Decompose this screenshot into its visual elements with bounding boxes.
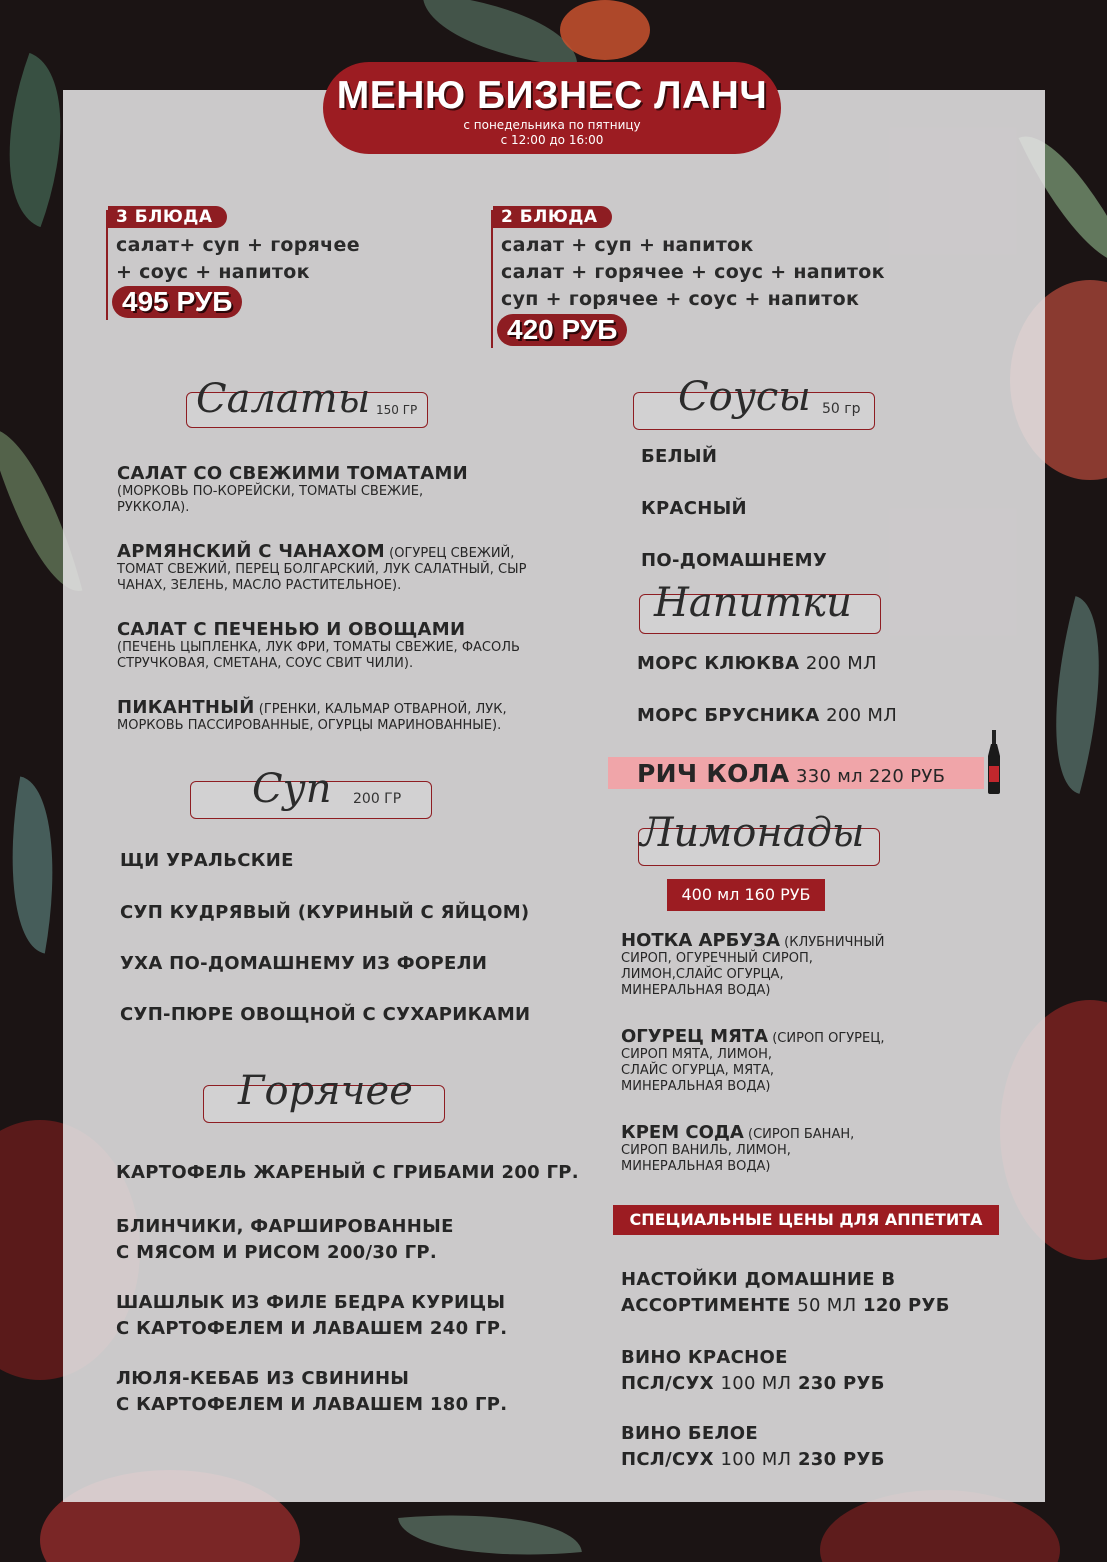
sauce-item: БЕЛЫЙ (641, 446, 718, 467)
item-name: ОГУРЕЦ МЯТА (621, 1026, 769, 1047)
item-description-line: ЛИМОН,СЛАЙС ОГУРЦА, (621, 967, 784, 982)
drink-item (637, 705, 897, 726)
item-name: КРЕМ СОДА (621, 1122, 744, 1143)
item-description-line: МИНЕРАЛЬНАЯ ВОДА) (621, 983, 771, 998)
special-item-detail (621, 1293, 950, 1319)
drink-name: МОРС БРУСНИКА (637, 705, 820, 726)
item-description: (ОГУРЕЦ СВЕЖИЙ, ТОМАТ СВЕЖИЙ, ПЕРЕЦ БОЛГАРСКИЙ, ЛУК САЛАТНЫЙ, СЫР ЧАНАХ, ЗЕЛЕНЬ, МАСЛО РАСТИТЕЛЬНОЕ). (117, 546, 527, 593)
salads-weight: 150 ГР (376, 403, 418, 417)
cola-item (637, 759, 945, 788)
combo-description (116, 232, 360, 286)
hot-item (116, 1366, 507, 1418)
item-name: ПИКАНТНЫЙ (117, 697, 255, 718)
combo-line: салат + суп + напиток (501, 234, 754, 256)
item-description: (ПЕЧЕНЬ ЦЫПЛЕНКА, ЛУК ФРИ, ТОМАТЫ СВЕЖИЕ, ФАСОЛЬ СТРУЧКОВАЯ, СМЕТАНА, СОУС СВИТ ЧИЛИ). (117, 640, 520, 671)
special-item-volume: 50 МЛ (797, 1295, 857, 1316)
combo-divider (491, 210, 493, 348)
sauce-item: КРАСНЫЙ (641, 498, 747, 519)
menu-hours: с 12:00 до 16:00 (500, 133, 604, 147)
soup-heading: Суп (252, 766, 332, 812)
hot-item (116, 1162, 579, 1183)
sauces-heading: Соусы (678, 374, 811, 420)
soup-item: СУП-ПЮРЕ ОВОЩНОЙ С СУХАРИКАМИ (120, 1004, 531, 1025)
leaf-decoration (418, 0, 583, 67)
item-description: (ГРЕНКИ, КАЛЬМАР ОТВАРНОЙ, ЛУК, МОРКОВЬ ПАССИРОВАННЫЕ, ОГУРЦЫ МАРИНОВАННЫЕ). (117, 702, 507, 733)
special-prices-banner: СПЕЦИАЛЬНЫЕ ЦЕНЫ ДЛЯ АППЕТИТА (613, 1205, 999, 1235)
special-item (621, 1421, 885, 1473)
combo-line: салат+ суп + горячее (116, 234, 360, 256)
drink-volume: 200 МЛ (826, 705, 898, 726)
hot-item (116, 1290, 507, 1342)
special-item (621, 1267, 950, 1319)
drink-item (637, 653, 877, 674)
item-description: (КЛУБНИЧНЫЙ (784, 935, 885, 950)
combo-price: 495 РУБ (112, 286, 242, 318)
special-item (621, 1345, 885, 1397)
special-item-detail (621, 1371, 885, 1397)
drinks-heading: Напитки (654, 580, 852, 626)
cola-detail: 330 мл 220 РУБ (795, 766, 946, 787)
special-item-price: 120 РУБ (863, 1295, 950, 1316)
lemonades-heading: Лимонады (640, 810, 865, 856)
item-name: АРМЯНСКИЙ С ЧАНАХОМ (117, 541, 386, 562)
menu-header (323, 62, 781, 154)
lemonade-item (621, 1122, 911, 1175)
combo-tag: 3 БЛЮДА (108, 206, 227, 228)
item-description: (СИРОП БАНАН, (748, 1127, 855, 1142)
special-item-detail (621, 1447, 885, 1473)
item-description-line: СИРОП МЯТА, ЛИМОН, (621, 1047, 772, 1062)
item-description: (МОРКОВЬ ПО-КОРЕЙСКИ, ТОМАТЫ СВЕЖИЕ, РУККОЛА). (117, 484, 424, 515)
item-description-line: СИРОП ВАНИЛЬ, ЛИМОН, (621, 1143, 791, 1158)
lemonade-item (621, 1026, 911, 1095)
item-name: САЛАТ СО СВЕЖИМИ ТОМАТАМИ (117, 463, 469, 484)
item-name: НОТКА АРБУЗА (621, 930, 780, 951)
hot-item (116, 1214, 454, 1266)
item-description-line: МИНЕРАЛЬНАЯ ВОДА) (621, 1079, 771, 1094)
flower-decoration (560, 0, 650, 60)
combo-line: суп + горячее + соус + напиток (501, 288, 860, 310)
cola-name: РИЧ КОЛА (637, 759, 790, 788)
leaf-decoration (398, 1502, 582, 1562)
menu-item (117, 619, 537, 672)
cola-bottle-icon (985, 730, 1003, 794)
sauces-weight: 50 гр (822, 401, 861, 417)
menu-title: МЕНЮ БИЗНЕС ЛАНЧ (336, 74, 768, 117)
drink-volume: 200 МЛ (805, 653, 877, 674)
drink-name: МОРС КЛЮКВА (637, 653, 800, 674)
combo-description (501, 232, 885, 313)
combo-line: + соус + напиток (116, 261, 310, 283)
special-item-name: ВИНО КРАСНОЕ (621, 1347, 788, 1368)
lemonades-price: 400 мл 160 РУБ (667, 879, 825, 911)
special-item-volume: 100 МЛ (720, 1449, 792, 1470)
special-item-volume: 100 МЛ (720, 1373, 792, 1394)
special-item-name-cont: ПСЛ/СУХ (621, 1449, 714, 1470)
salads-heading: Салаты (196, 376, 371, 422)
special-item-name-cont: АССОРТИМЕНТЕ (621, 1295, 791, 1316)
special-item-name: НАСТОЙКИ ДОМАШНИЕ В (621, 1269, 896, 1290)
combo-price: 420 РУБ (497, 314, 627, 346)
sauce-item: ПО-ДОМАШНЕМУ (641, 550, 827, 571)
hot-item-line: С КАРТОФЕЛЕМ И ЛАВАШЕМ 240 ГР. (116, 1318, 508, 1339)
soup-weight: 200 ГР (353, 791, 402, 807)
item-description-line: СИРОП, ОГУРЕЧНЫЙ СИРОП, (621, 951, 813, 966)
combo-line: салат + горячее + соус + напиток (501, 261, 885, 283)
special-item-name-cont: ПСЛ/СУХ (621, 1373, 714, 1394)
menu-item (117, 463, 497, 516)
hot-heading: Горячее (238, 1068, 413, 1114)
special-item-price: 230 РУБ (797, 1449, 885, 1470)
hot-item-line: КАРТОФЕЛЬ ЖАРЕНЫЙ С ГРИБАМИ 200 ГР. (116, 1162, 579, 1183)
hot-item-line: ЛЮЛЯ-КЕБАБ ИЗ СВИНИНЫ (116, 1368, 410, 1389)
special-item-name: ВИНО БЕЛОЕ (621, 1423, 758, 1444)
soup-item: УХА ПО-ДОМАШНЕМУ ИЗ ФОРЕЛИ (120, 953, 488, 974)
menu-item (117, 697, 547, 734)
hot-item-line: С КАРТОФЕЛЕМ И ЛАВАШЕМ 180 ГР. (116, 1394, 508, 1415)
hot-item-line: БЛИНЧИКИ, ФАРШИРОВАННЫЕ (116, 1216, 454, 1237)
special-item-price: 230 РУБ (797, 1373, 885, 1394)
soup-item: ЩИ УРАЛЬСКИЕ (120, 850, 294, 871)
item-description-line: СЛАЙС ОГУРЦА, МЯТА, (621, 1063, 775, 1078)
soup-item: СУП КУДРЯВЫЙ (КУРИНЫЙ С ЯЙЦОМ) (120, 902, 530, 923)
combo-tag: 2 БЛЮДА (493, 206, 612, 228)
lemonade-item (621, 930, 911, 999)
hot-item-line: ШАШЛЫК ИЗ ФИЛЕ БЕДРА КУРИЦЫ (116, 1292, 506, 1313)
item-name: САЛАТ С ПЕЧЕНЬЮ И ОВОЩАМИ (117, 619, 466, 640)
item-description-line: МИНЕРАЛЬНАЯ ВОДА) (621, 1159, 771, 1174)
hot-item-line: С МЯСОМ И РИСОМ 200/30 ГР. (116, 1242, 437, 1263)
item-description: (СИРОП ОГУРЕЦ, (772, 1031, 885, 1046)
menu-item (117, 541, 532, 594)
menu-days: с понедельника по пятницу (463, 118, 641, 132)
